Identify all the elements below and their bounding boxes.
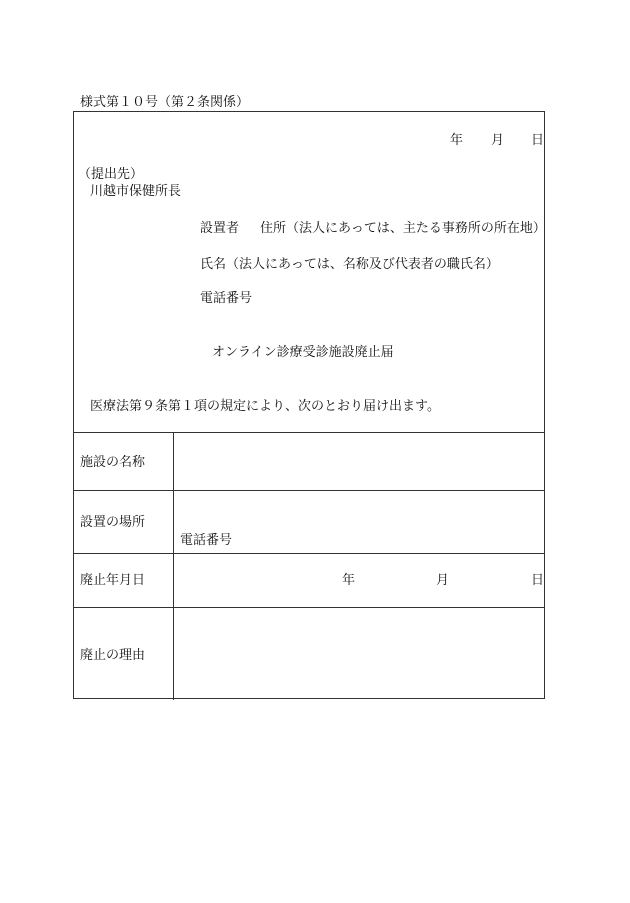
location-field[interactable] [174,491,544,531]
header-date-year: 年 [450,133,464,148]
location-phone-label: 電話番号 [180,533,233,548]
applicant-address-label: 住所（法人にあっては、主たる事務所の所在地） [260,221,546,236]
reason-field[interactable] [174,608,544,698]
header-date-month: 月 [491,133,505,148]
abolition-date-label: 廃止年月日 [80,573,146,588]
abolition-date-year: 年 [342,573,356,588]
document-title: オンライン診療受診施設廃止届 [212,345,394,360]
reason-label: 廃止の理由 [80,648,146,663]
abolition-date-month: 月 [436,573,450,588]
location-label: 設置の場所 [80,515,146,530]
form-number: 様式第１０号（第２条関係） [80,95,250,110]
facility-name-field[interactable] [174,433,544,489]
form-frame [73,111,545,699]
addressee-name: 川越市保健所長 [90,184,182,199]
abolition-date-day: 日 [531,573,545,588]
row-divider-2 [74,553,544,554]
header-date-day: 日 [531,133,545,148]
statement-text: 医療法第９条第１項の規定により、次のとおり届け出ます。 [90,399,440,414]
applicant-role-label: 設置者 [200,221,240,236]
applicant-phone-label: 電話番号 [200,291,253,306]
applicant-name-label: 氏名（法人にあっては、名称及び代表者の職氏名） [200,257,499,272]
facility-name-label: 施設の名称 [80,455,146,470]
addressee-label: （提出先） [78,167,144,182]
